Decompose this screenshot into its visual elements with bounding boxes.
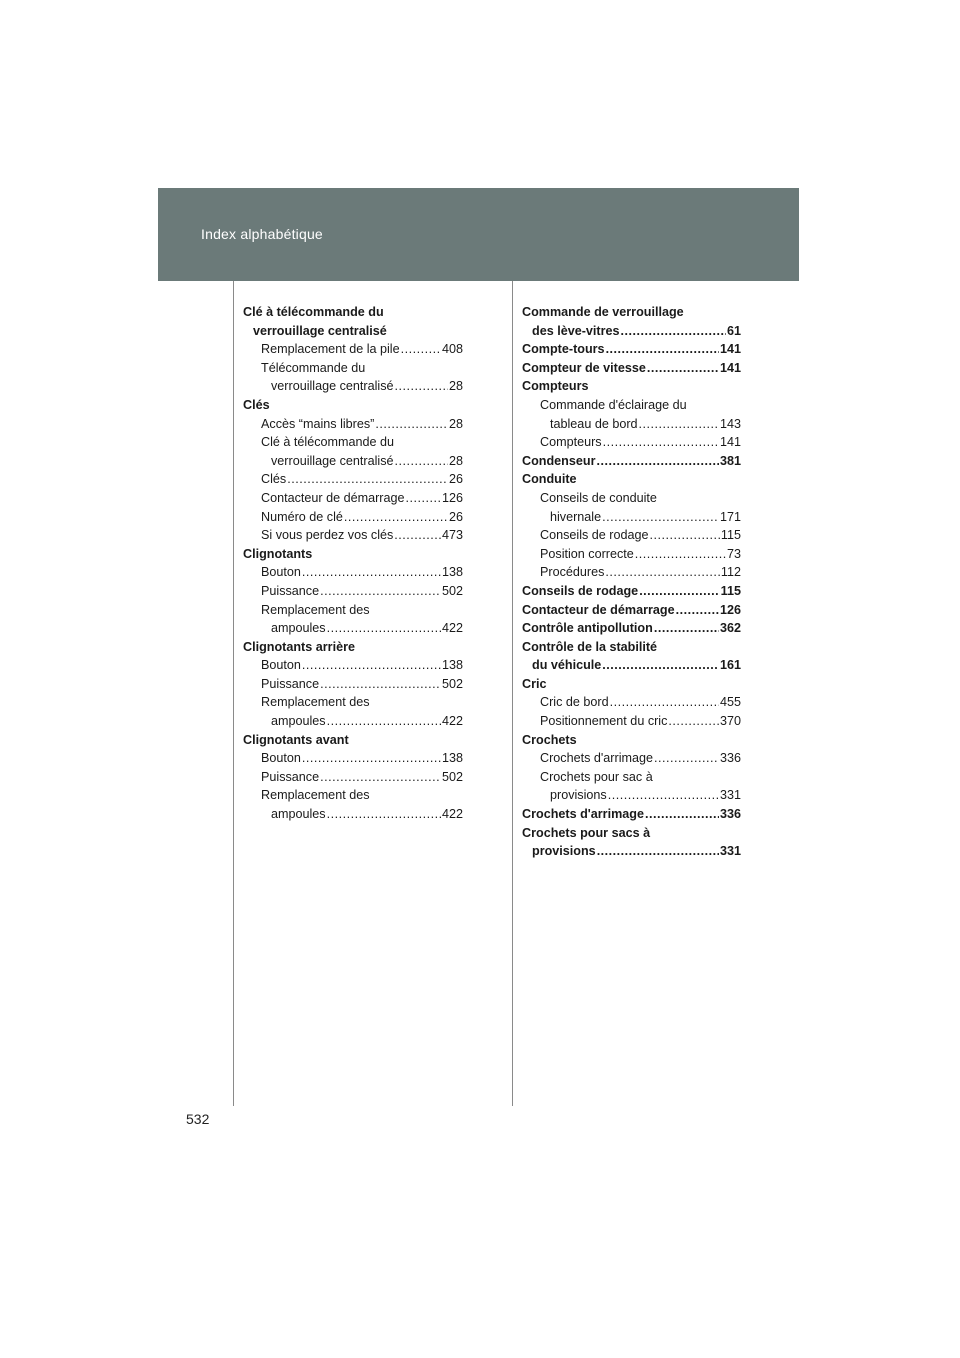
header-band xyxy=(158,188,799,281)
index-entry-text: Remplacement des xyxy=(261,602,370,617)
index-entry xyxy=(522,340,741,359)
index-entry-text: Crochets d'arrimage xyxy=(522,807,644,822)
index-entry-text: Remplacement des xyxy=(261,695,370,710)
index-entry-page: 28 xyxy=(448,379,463,394)
index-entry-text: Clé à télécommande du xyxy=(261,435,395,450)
index-entry-text: Commande d'éclairage du xyxy=(540,397,687,412)
index-entry-text: Clignotants xyxy=(243,546,313,561)
dot-leader xyxy=(401,340,441,359)
dot-leader xyxy=(597,842,719,861)
index-entry-text: Puissance xyxy=(261,583,320,598)
index-entry-text: Compteur de vitesse xyxy=(522,360,646,375)
dot-leader xyxy=(639,582,719,601)
index-entry-text: Remplacement des xyxy=(261,788,370,803)
index-entry-page: 381 xyxy=(719,453,741,468)
dot-leader xyxy=(610,693,719,712)
index-entry xyxy=(243,601,463,620)
index-entry xyxy=(243,508,463,527)
index-entry xyxy=(522,359,741,378)
index-entry-text: Contacteur de démarrage xyxy=(261,490,405,505)
index-entry xyxy=(522,638,741,657)
dot-leader xyxy=(320,675,441,694)
index-entry xyxy=(522,433,741,452)
index-entry-page: 112 xyxy=(720,565,741,580)
index-entry xyxy=(522,415,741,434)
index-entry xyxy=(522,377,741,396)
index-entry-text: Commande de verrouillage xyxy=(522,305,684,319)
index-entry-page: 473 xyxy=(441,528,463,543)
index-entry-page: 141 xyxy=(719,360,741,375)
index-entry-text: Crochets xyxy=(522,732,577,747)
dot-leader xyxy=(602,508,719,527)
index-entry-page: 362 xyxy=(719,621,741,636)
index-entry xyxy=(243,545,463,564)
index-entry-text: Clé à télécommande du xyxy=(243,305,384,319)
index-entry-text: Télécommande du xyxy=(261,360,366,375)
index-entry-text: Conduite xyxy=(522,472,577,487)
index-entry-text: Contrôle antipollution xyxy=(522,621,653,636)
index-entry xyxy=(243,582,463,601)
index-entry xyxy=(522,563,741,582)
index-entry-page: 61 xyxy=(726,323,741,338)
index-entry-text: Clés xyxy=(261,472,287,487)
index-entry-text: Bouton xyxy=(261,658,301,673)
index-entry xyxy=(522,712,741,731)
index-entry-text: Bouton xyxy=(261,565,301,580)
dot-leader xyxy=(320,582,441,601)
index-entry xyxy=(243,526,463,545)
header-title: Index alphabétique xyxy=(201,226,323,242)
index-entry xyxy=(522,601,741,620)
dot-leader xyxy=(639,415,719,434)
dot-leader xyxy=(608,786,719,805)
index-entry xyxy=(522,749,741,768)
index-entry-page: 138 xyxy=(441,658,463,673)
dot-leader xyxy=(395,377,448,396)
index-entry xyxy=(522,619,741,638)
index-entry xyxy=(243,675,463,694)
index-entry xyxy=(522,470,741,489)
dot-leader xyxy=(320,768,441,787)
dot-leader xyxy=(654,619,719,638)
dot-leader xyxy=(394,526,441,545)
dot-leader xyxy=(647,359,719,378)
index-entry xyxy=(243,377,463,396)
index-column-right xyxy=(522,303,741,861)
index-entry-page: 26 xyxy=(448,472,463,487)
dot-leader xyxy=(327,805,441,824)
index-entry-text: Conseils de conduite xyxy=(540,490,657,505)
index-entry-text: Clignotants avant xyxy=(243,732,349,747)
dot-leader xyxy=(344,508,448,527)
index-entry-page: 331 xyxy=(719,844,741,859)
index-entry-page: 161 xyxy=(719,658,741,673)
index-entry-page: 115 xyxy=(720,583,741,598)
index-entry-page: 422 xyxy=(441,621,463,636)
dot-leader xyxy=(302,656,441,675)
dot-leader xyxy=(605,563,720,582)
dot-leader xyxy=(596,452,719,471)
index-entry xyxy=(522,582,741,601)
index-entry xyxy=(243,340,463,359)
index-entry xyxy=(522,322,741,341)
index-entry xyxy=(522,731,741,750)
index-entry-page: 502 xyxy=(441,676,463,691)
index-entry xyxy=(522,805,741,824)
index-entry-text: Puissance xyxy=(261,769,320,784)
index-entry-text: Cric de bord xyxy=(540,695,609,710)
dot-leader xyxy=(606,340,719,359)
dot-leader xyxy=(327,619,441,638)
dot-leader xyxy=(287,470,448,489)
index-entry-text: provisions xyxy=(550,788,607,803)
index-entry xyxy=(243,396,463,415)
index-entry-text: Compte-tours xyxy=(522,342,605,357)
index-entry-text: verrouillage centralisé xyxy=(271,453,394,468)
index-entry xyxy=(243,452,463,471)
index-entry-page: 26 xyxy=(448,509,463,524)
index-entry-text: Si vous perdez vos clés xyxy=(261,528,394,543)
index-entry-page: 422 xyxy=(441,807,463,822)
index-entry xyxy=(243,433,463,452)
index-entry xyxy=(522,489,741,508)
index-entry xyxy=(243,768,463,787)
index-entry xyxy=(522,786,741,805)
index-entry-text: Contrôle de la stabilité xyxy=(522,639,658,654)
dot-leader xyxy=(654,749,719,768)
index-entry-text: Conseils de rodage xyxy=(522,583,639,598)
index-entry-text: ampoules xyxy=(271,621,326,636)
index-entry-page: 28 xyxy=(448,453,463,468)
index-entry-text: Conseils de rodage xyxy=(540,528,649,543)
index-entry xyxy=(522,768,741,787)
index-entry-text: ampoules xyxy=(271,807,326,822)
index-entry-text: Cric xyxy=(522,676,547,691)
index-entry xyxy=(522,508,741,527)
index-entry xyxy=(243,805,463,824)
index-entry-page: 141 xyxy=(719,342,741,357)
index-entry xyxy=(522,693,741,712)
dot-leader xyxy=(395,452,448,471)
dot-leader xyxy=(406,489,441,508)
column-divider xyxy=(512,281,513,1106)
index-entry xyxy=(243,303,463,322)
index-entry xyxy=(522,656,741,675)
dot-leader xyxy=(650,526,720,545)
page-number: 532 xyxy=(186,1111,210,1127)
index-entry xyxy=(522,545,741,564)
index-entry-text: Crochets d'arrimage xyxy=(540,751,653,766)
index-entry-text: Accès “mains libres” xyxy=(261,416,375,431)
index-entry-text: tableau de bord xyxy=(550,416,638,431)
index-entry-text: Numéro de clé xyxy=(261,509,343,524)
index-entry xyxy=(243,656,463,675)
index-entry xyxy=(522,452,741,471)
dot-leader xyxy=(602,656,719,675)
index-entry xyxy=(522,396,741,415)
index-entry xyxy=(243,749,463,768)
index-entry xyxy=(243,470,463,489)
index-entry-text: Puissance xyxy=(261,676,320,691)
index-column-left xyxy=(243,303,463,824)
index-entry-page: 141 xyxy=(719,435,741,450)
index-entry xyxy=(243,693,463,712)
index-entry-page: 502 xyxy=(441,769,463,784)
index-entry xyxy=(243,712,463,731)
index-entry xyxy=(243,619,463,638)
index-entry-text: Procédures xyxy=(540,565,605,580)
index-entry xyxy=(522,824,741,843)
dot-leader xyxy=(603,433,719,452)
index-entry-text: Positionnement du cric xyxy=(540,714,668,729)
index-entry xyxy=(522,303,741,322)
index-entry xyxy=(243,563,463,582)
index-entry-text: Remplacement de la pile xyxy=(261,342,400,357)
index-entry-page: 28 xyxy=(448,416,463,431)
index-entry-text: Clignotants arrière xyxy=(243,639,355,654)
index-entry-page: 138 xyxy=(441,751,463,766)
index-entry-page: 143 xyxy=(719,416,741,431)
index-entry-text: Compteurs xyxy=(522,379,589,394)
index-entry-page: 73 xyxy=(726,546,741,561)
index-entry-text: des lève-vitres xyxy=(532,323,620,338)
dot-leader xyxy=(635,545,726,564)
index-entry-text: Position correcte xyxy=(540,546,634,561)
index-entry xyxy=(243,415,463,434)
index-entry-text: verrouillage centralisé xyxy=(253,323,387,338)
index-entry xyxy=(243,786,463,805)
index-entry-text: Crochets pour sacs à xyxy=(522,825,651,840)
index-entry-page: 408 xyxy=(441,342,463,357)
dot-leader xyxy=(668,712,719,731)
index-entry xyxy=(522,526,741,545)
index-entry-page: 138 xyxy=(441,565,463,580)
dot-leader xyxy=(676,601,719,620)
index-entry-text: Clés xyxy=(243,397,270,412)
index-entry-text: Crochets pour sac à xyxy=(540,769,653,784)
index-entry-text: Compteurs xyxy=(540,435,602,450)
index-entry-text: hivernale xyxy=(550,509,602,524)
index-entry-page: 126 xyxy=(441,490,463,505)
index-entry-text: Condenseur xyxy=(522,453,596,468)
dot-leader xyxy=(327,712,441,731)
index-entry-text: Bouton xyxy=(261,751,301,766)
index-entry-page: 115 xyxy=(720,528,741,543)
index-entry-text: Contacteur de démarrage xyxy=(522,602,675,617)
dot-leader xyxy=(621,322,726,341)
index-entry xyxy=(243,638,463,657)
index-entry-page: 502 xyxy=(441,583,463,598)
index-entry-page: 336 xyxy=(719,807,741,822)
left-rule xyxy=(233,281,234,1106)
index-entry-text: provisions xyxy=(532,844,596,859)
index-entry xyxy=(243,322,463,341)
index-entry xyxy=(243,489,463,508)
index-entry-page: 455 xyxy=(719,695,741,710)
index-entry-page: 331 xyxy=(719,788,741,803)
index-entry-page: 370 xyxy=(719,714,741,729)
index-entry xyxy=(243,359,463,378)
dot-leader xyxy=(375,415,448,434)
index-entry-page: 422 xyxy=(441,714,463,729)
index-entry xyxy=(243,731,463,750)
index-entry-text: verrouillage centralisé xyxy=(271,379,394,394)
dot-leader xyxy=(645,805,719,824)
index-entry-page: 171 xyxy=(719,509,741,524)
index-entry-page: 126 xyxy=(719,602,741,617)
index-entry xyxy=(522,675,741,694)
index-entry-page: 336 xyxy=(719,751,741,766)
index-entry-text: du véhicule xyxy=(532,658,602,673)
dot-leader xyxy=(302,749,441,768)
index-entry xyxy=(522,842,741,861)
dot-leader xyxy=(302,563,441,582)
index-entry-text: ampoules xyxy=(271,714,326,729)
